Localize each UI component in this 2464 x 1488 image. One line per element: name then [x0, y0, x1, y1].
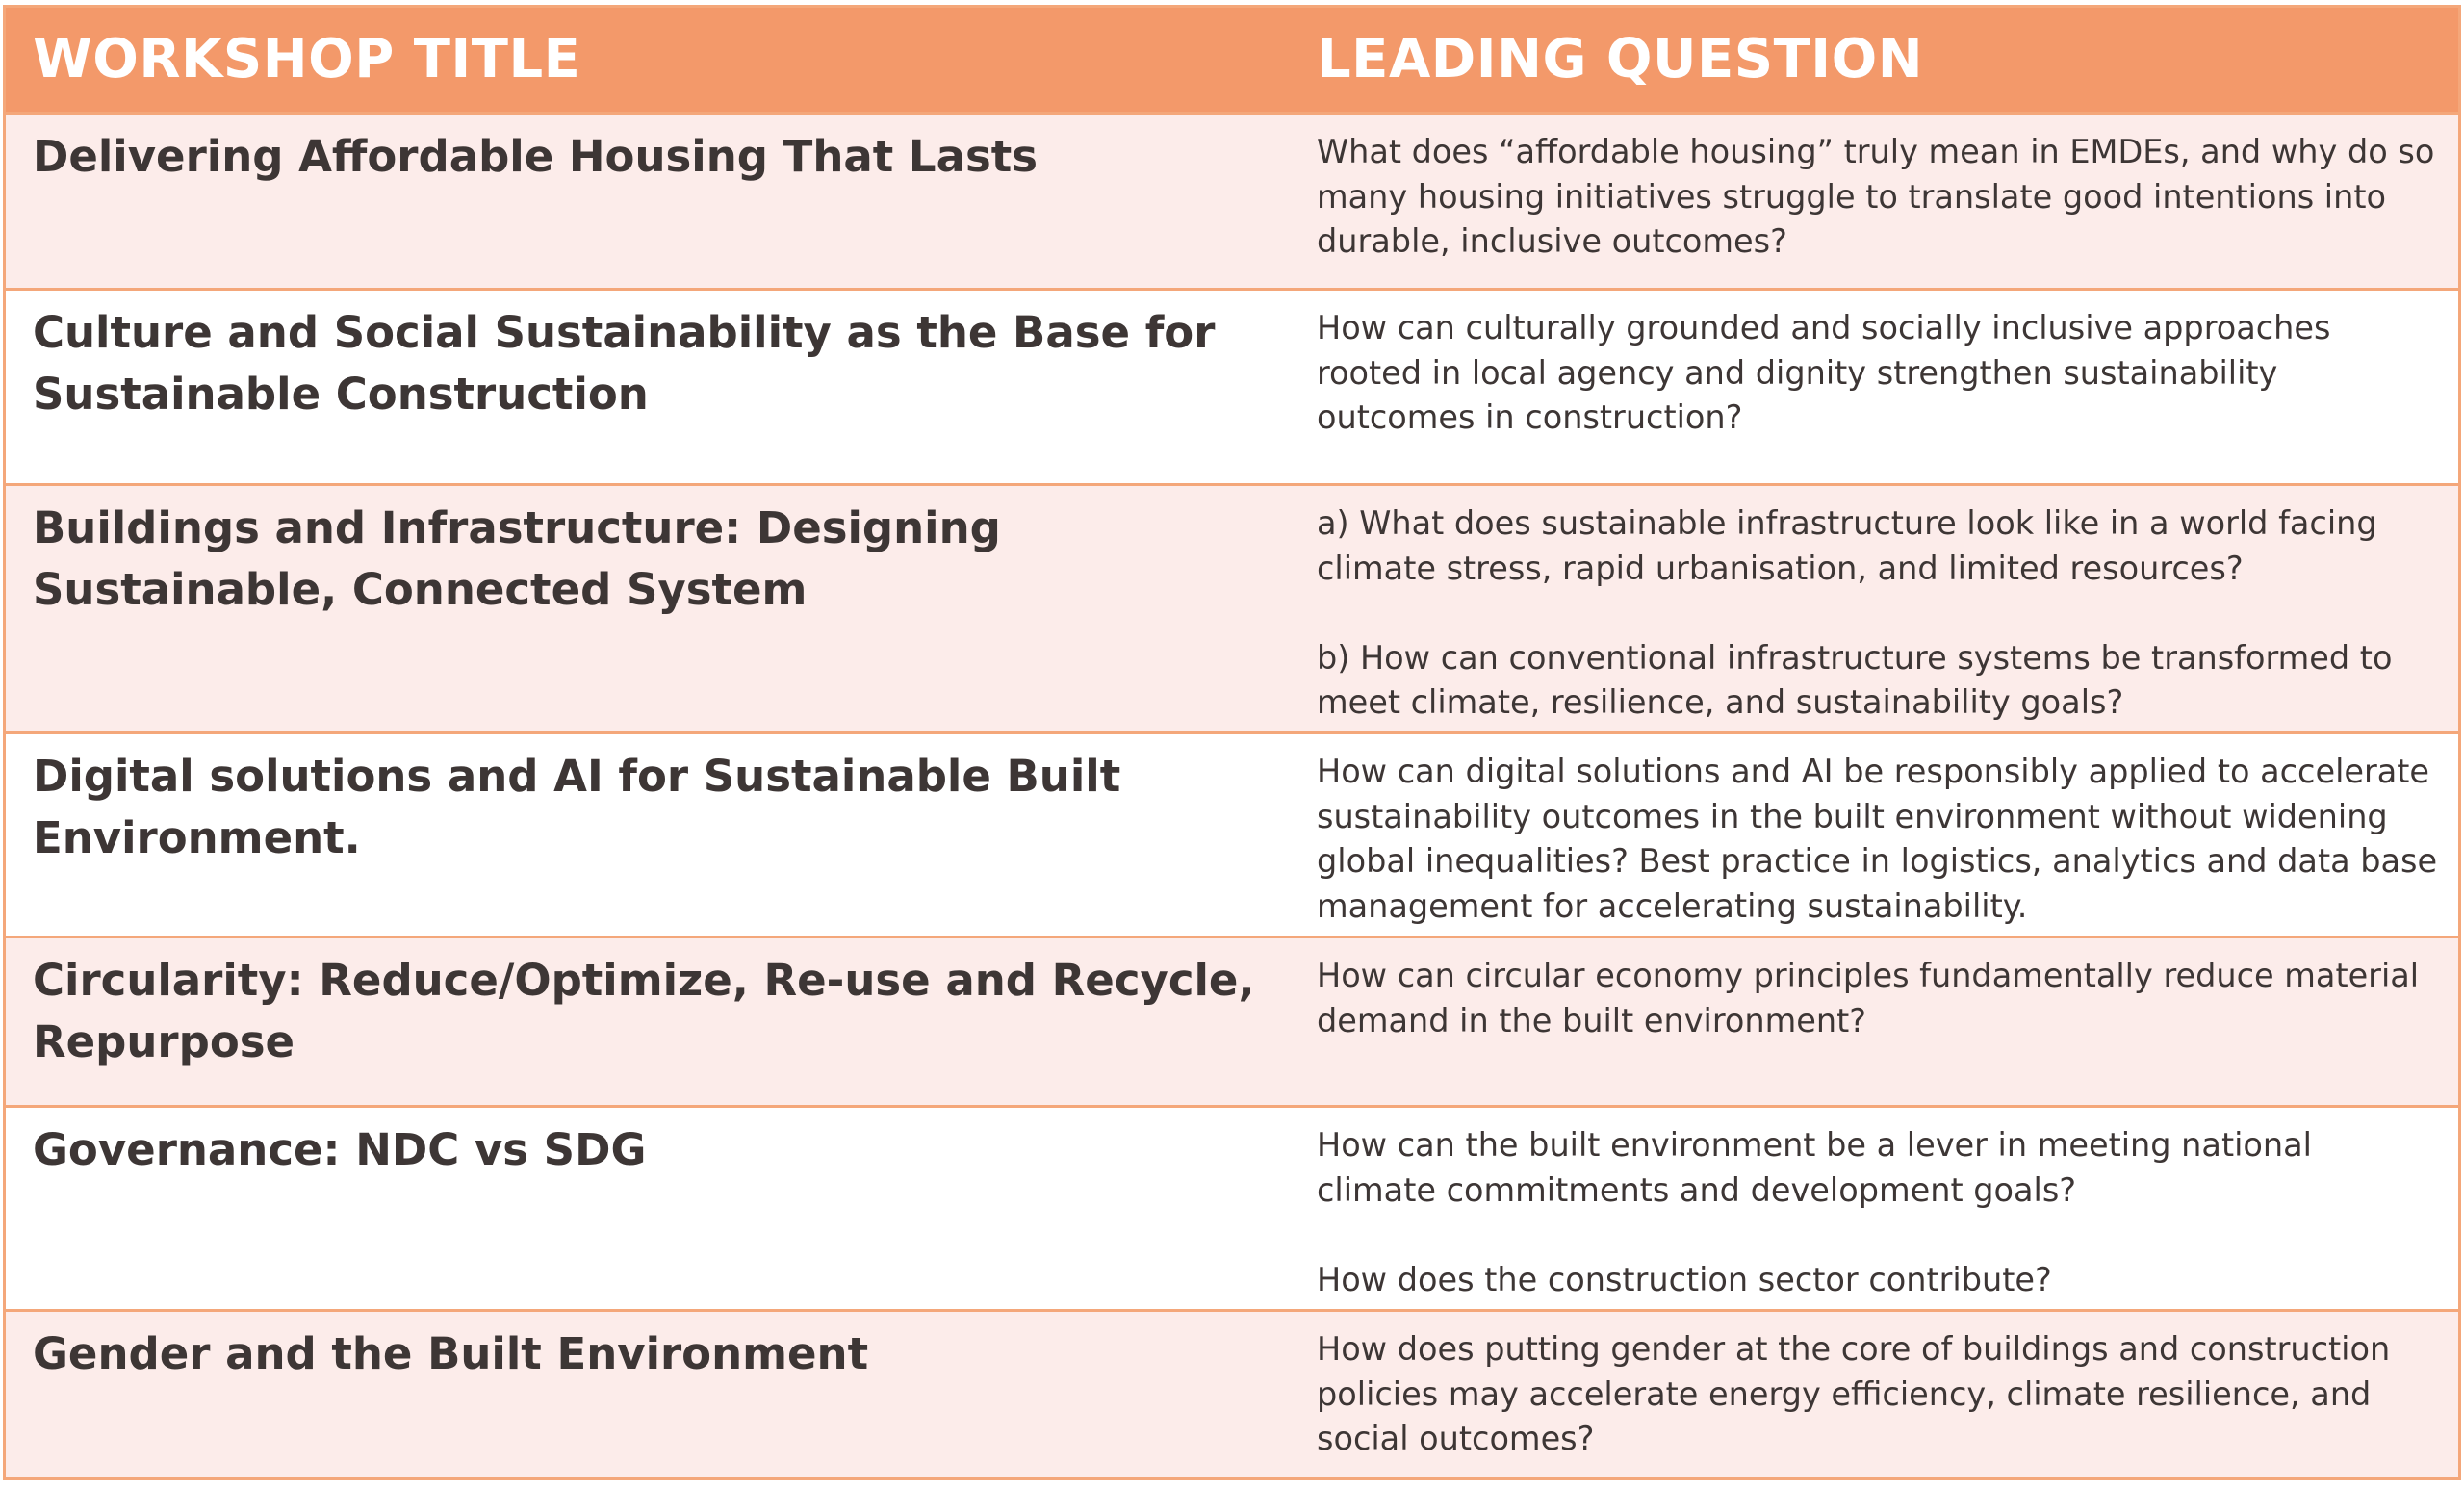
leading-question: What does “affordable housing” truly mean in EMDEs, and why do so many housing initiatives struggle to translate good intentions into durable, inclusive outcomes? [1317, 133, 2435, 260]
workshop-title: Gender and the Built Environment [33, 1328, 869, 1379]
table-row [6, 483, 2458, 731]
table-header-row [6, 8, 2458, 112]
workshop-title: Digital solutions and AI for Sustainable Built Environment. [33, 751, 1121, 863]
workshop-title: Governance: NDC vs SDG [33, 1124, 647, 1175]
table-row [6, 936, 2458, 1105]
workshop-title: Culture and Social Sustainability as the Base for Sustainable Construction [33, 307, 1216, 420]
header-leading-question: LEADING QUESTION [1317, 28, 1924, 90]
workshop-title: Buildings and Infrastructure: Designing Sustainable, Connected System [33, 502, 1001, 615]
leading-question: How can digital solutions and AI be responsibly applied to accelerate sustainability outcomes in the built environment without widening global inequalities? Best practice in logistics, analytics and data base management for accelerating sustainability. [1317, 753, 2438, 925]
leading-question-a: a) What does sustainable infrastructure look like in a world facing climate stress, rapid urbanisation, and limited resources? [1317, 504, 2377, 587]
table-row [6, 288, 2458, 483]
leading-question: How can the built environment be a lever in meeting national climate commitments and development goals? [1317, 1126, 2312, 1209]
leading-question: How can circular economy principles fundamentally reduce material demand in the built environment? [1317, 957, 2420, 1039]
leading-question-followup: How does the construction sector contribute? [1317, 1260, 2052, 1298]
header-workshop-title: WORKSHOP TITLE [33, 28, 581, 90]
table-row [6, 112, 2458, 288]
table-row [6, 1309, 2458, 1477]
leading-question-b: b) How can conventional infrastructure systems be transformed to meet climate, resilience, and sustainability goals? [1317, 638, 2393, 721]
leading-question: How can culturally grounded and socially inclusive approaches rooted in local agency and dignity strengthen sustainability outcomes in construction? [1317, 309, 2331, 436]
workshop-table [3, 5, 2461, 1480]
workshop-title: Delivering Affordable Housing That Lasts [33, 131, 1039, 182]
leading-question: How does putting gender at the core of buildings and construction policies may accelerate energy efficiency, climate resilience, and social outcomes? [1317, 1330, 2391, 1457]
table-row [6, 1105, 2458, 1309]
workshop-title: Circularity: Reduce/Optimize, Re-use and Recycle, Repurpose [33, 955, 1255, 1067]
table-row [6, 731, 2458, 936]
